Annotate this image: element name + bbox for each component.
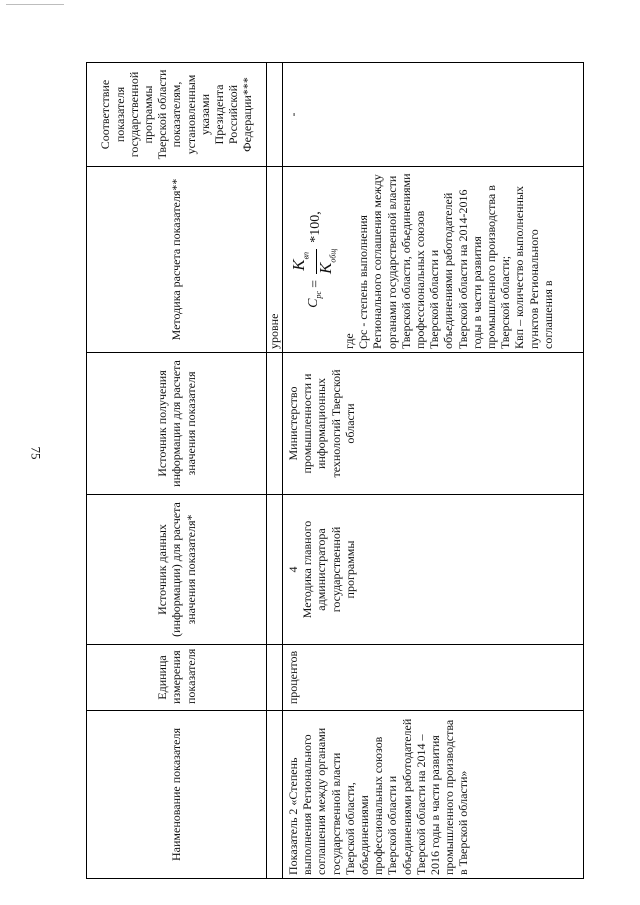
formula-numerator-symbol: K <box>289 259 309 271</box>
continuation-row <box>267 63 283 879</box>
rotated-table-container <box>86 63 584 879</box>
indicator-method-cell <box>283 167 584 353</box>
formula <box>290 211 342 308</box>
formula-denominator-subscript: общ <box>327 248 337 263</box>
formula-denominator-symbol: K <box>315 262 335 274</box>
continuation-method: уровне <box>267 167 283 353</box>
data-source-text: Методика главного администратора государственной программы <box>300 520 357 619</box>
formula-lhs-subscript: рс <box>313 290 323 299</box>
indicator-name: Показатель 2 «Степень выполнения Регионального соглашения между органами государственной власти Тверской области, объединениями профессиональных союзов Тверской области и объединениями работодателей Тверской области на 2014 – 2016 годы в части развития промышленного производства в Тверской области» <box>283 711 584 879</box>
formula-rest: *100, <box>307 211 323 243</box>
document-sheet <box>86 63 584 879</box>
formula-lhs-symbol: C <box>305 298 321 308</box>
formula-lhs <box>307 291 326 308</box>
header-method: Методика расчета показателя** <box>87 167 267 353</box>
formula-fraction <box>290 246 342 277</box>
method-description: где Срс - степень выполнения Регионального соглашения между органами государственной власти Тверской области, объединениями профессиональных союзов Тверской области и объединениями работодателей Тверской области на 2014-2016 годы в части развития промышленного производства в Тверской области; Квп – количество выполненных пунктов Регионального соглашения в <box>342 173 555 349</box>
formula-equals: = <box>307 280 323 288</box>
formula-denominator <box>317 246 342 277</box>
formula-box <box>290 170 342 349</box>
indicator-unit: процентов <box>283 645 584 711</box>
data-source-number: 4 <box>286 566 300 573</box>
indicator-info-source: Министерство промышленности и информационных технологий Тверской области <box>283 353 584 495</box>
indicator-compliance: - <box>283 63 584 167</box>
continuation-compliance <box>267 63 283 167</box>
indicator-data-source-cell <box>283 495 584 645</box>
header-info-source: Источник получения информации для расчета значения показателя <box>87 353 267 495</box>
header-data-source: Источник данных (информации) для расчета значения показателя* <box>87 495 267 645</box>
formula-numerator-subscript: вп <box>301 251 311 260</box>
table-header-row <box>87 63 267 879</box>
scan-edge-line <box>6 4 64 5</box>
continuation-data-source <box>267 495 283 645</box>
header-compliance: Соответствие показателя государственной программы Тверской области показателям, установленным указами Президента Российской Федерации*** <box>87 63 267 167</box>
header-name: Наименование показателя <box>87 711 267 879</box>
continuation-unit <box>267 645 283 711</box>
indicator-table <box>86 62 584 879</box>
continuation-name <box>267 711 283 879</box>
continuation-info-source <box>267 353 283 495</box>
header-unit: Единица измерения показателя <box>87 645 267 711</box>
table-row <box>283 63 584 879</box>
formula-numerator <box>290 249 316 274</box>
page-number: 75 <box>28 446 44 460</box>
